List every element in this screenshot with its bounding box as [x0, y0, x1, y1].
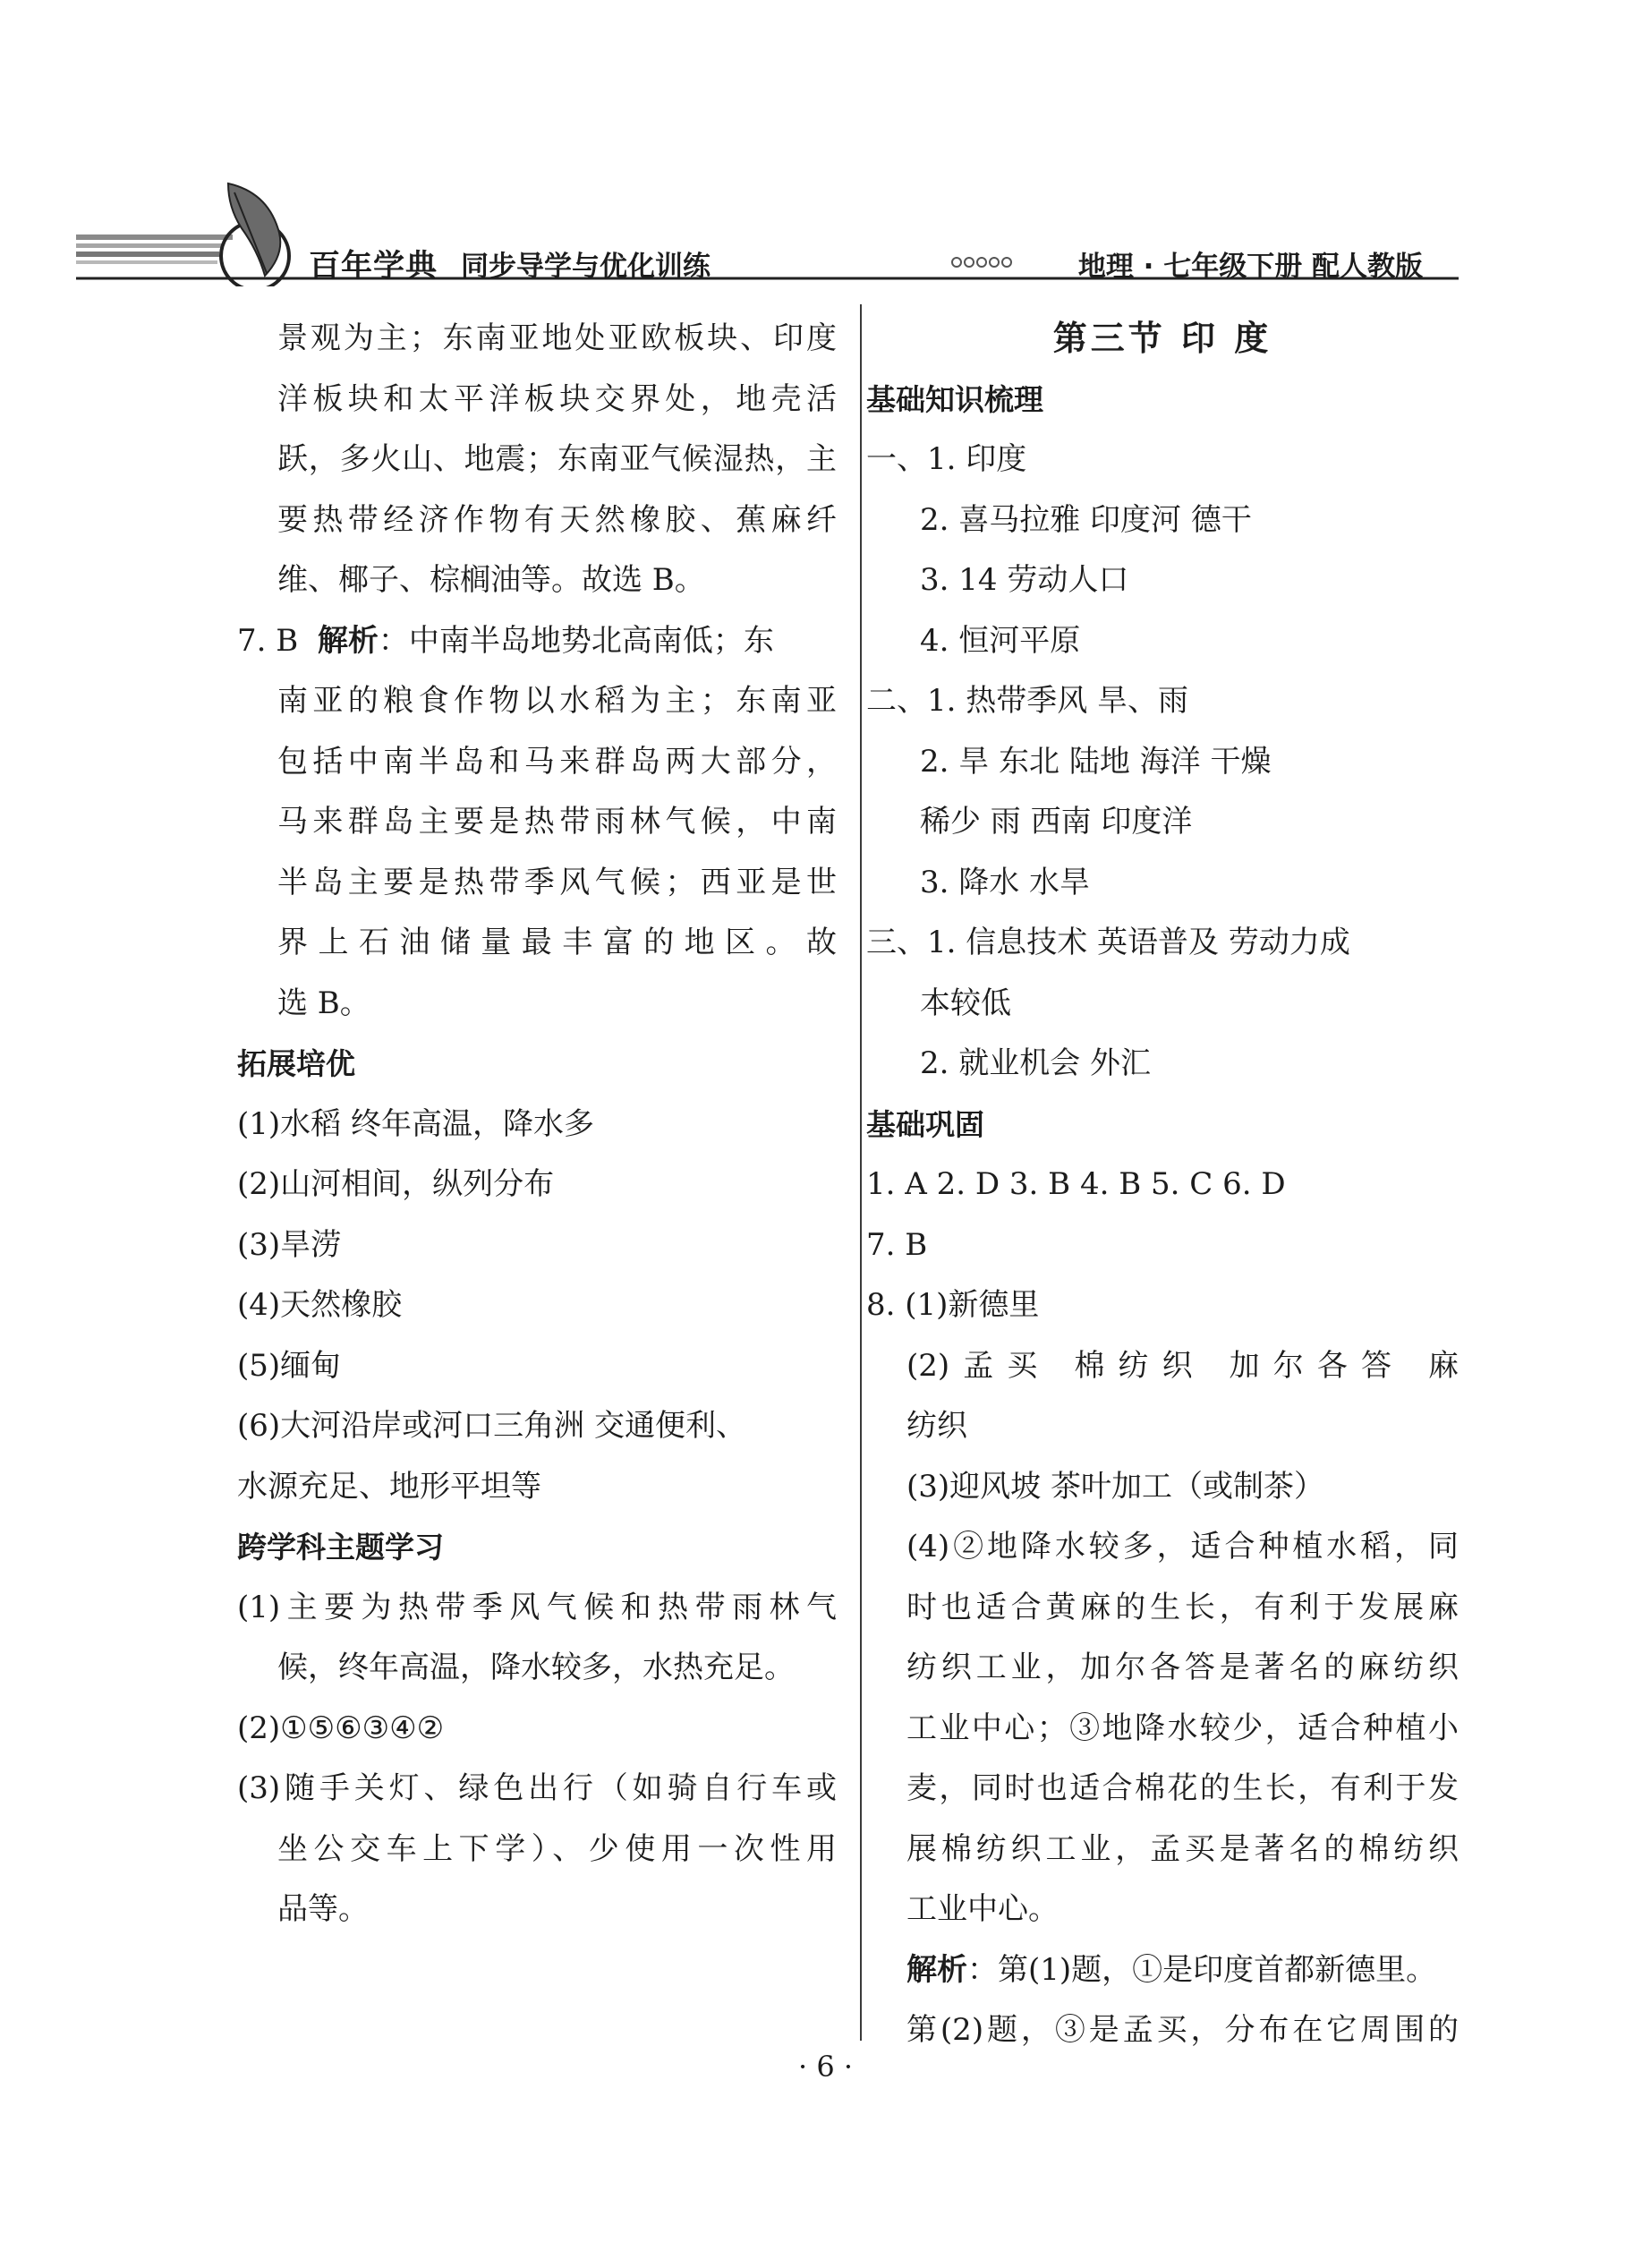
list-item: 7. B — [866, 1226, 928, 1263]
section-heading-extension: 拓展培优 — [237, 1046, 355, 1081]
list-item: (4)②地降水较多，适合种植水稻，同 — [906, 1529, 1459, 1565]
list-item: 3. 降水 水旱 — [920, 864, 1091, 900]
list-item: 三、1. 信息技术 英语普及 劳动力成 — [866, 925, 1350, 960]
text-line: 第(2)题，③是孟买，分布在它周围的 — [906, 2012, 1459, 2048]
list-item: (3)旱涝 — [237, 1226, 342, 1263]
text-line: 要热带经济作物有天然橡胶、蕉麻纤 — [277, 501, 837, 538]
analysis-text: ：中南半岛地势北高南低；东 — [378, 622, 774, 659]
text-line: 包括中南半岛和马来群岛两大部分， — [277, 743, 837, 780]
list-item: 稀少 雨 西南 印度洋 — [920, 804, 1193, 840]
page-number: · 6 · — [797, 2050, 854, 2084]
section-heading-basic: 基础知识梳理 — [866, 381, 1043, 417]
list-item: 2. 旱 东北 陆地 海洋 干燥 — [920, 743, 1272, 780]
list-item: (2)山河相间，纵列分布 — [237, 1166, 555, 1202]
text-line: 洋板块和太平洋板块交界处，地壳活 — [277, 380, 837, 417]
page-header — [0, 0, 1651, 286]
analysis-line — [866, 1940, 1459, 2001]
list-item: 2. 就业机会 外汇 — [920, 1045, 1152, 1081]
list-item: 展棉纺织工业，孟买是著名的棉纺织 — [906, 1830, 1459, 1867]
list-item: 品等。 — [277, 1891, 369, 1927]
answer-number: 7. B — [237, 622, 299, 659]
list-item: (2)①⑤⑥③④② — [237, 1710, 445, 1746]
text-line: 跃，多火山、地震；东南亚气候湿热，主 — [277, 441, 837, 477]
list-item: 纺织 — [906, 1408, 967, 1444]
list-item: (3)随手关灯、绿色出行（如骑自行车或 — [237, 1770, 837, 1806]
list-item: (6)大河沿岸或河口三角洲 交通便利、 — [237, 1408, 746, 1444]
list-item: 本较低 — [920, 985, 1011, 1021]
answer-7-line — [237, 611, 837, 672]
text-line: 马来群岛主要是热带雨林气候，中南 — [277, 804, 837, 840]
right-column — [866, 309, 1459, 2061]
list-item: (1)水稻 终年高温，降水多 — [237, 1105, 594, 1142]
text-line: 半岛主要是热带季风气候；西亚是世 — [277, 864, 837, 900]
text-line: 选 B。 — [277, 985, 370, 1021]
text-line: 景观为主；东南亚地处亚欧板块、印度 — [277, 320, 837, 356]
text-line: 界上石油储量最丰富的地区。故 — [277, 925, 837, 960]
header-book-info: 地理 · 七年级下册 配人教版 — [1077, 251, 1423, 283]
list-item: (4)天然橡胶 — [237, 1287, 403, 1323]
list-item: 麦，同时也适合棉花的生长，有利于发 — [906, 1770, 1459, 1806]
text-line: 南亚的粮食作物以水稻为主；东南亚 — [277, 683, 837, 719]
header-brand: 百年学典 — [309, 249, 438, 285]
list-item: (3)迎风坡 茶叶加工（或制茶） — [906, 1468, 1324, 1505]
column-divider — [860, 304, 862, 2041]
list-item: 工业中心；③地降水较少，适合种植小 — [906, 1710, 1459, 1746]
section-title: 第三节 印 度 — [1052, 319, 1272, 358]
left-column — [237, 309, 837, 1940]
list-item: (1)主要为热带季风气候和热带雨林气 — [237, 1589, 837, 1625]
list-item: 纺织工业，加尔各答是著名的麻纺织 — [906, 1650, 1459, 1685]
list-item: 2. 喜马拉雅 印度河 德干 — [920, 501, 1252, 538]
list-item: 候，终年高温，降水较多，水热充足。 — [277, 1650, 795, 1685]
list-item: (5)缅甸 — [237, 1347, 342, 1384]
header-subtitle: 同步导学与优化训练 — [461, 251, 711, 283]
list-item: 1. A 2. D 3. B 4. B 5. C 6. D — [866, 1166, 1286, 1202]
header-dots — [952, 258, 1011, 267]
list-item: (2)孟买 棉纺织 加尔各答 麻 — [906, 1347, 1459, 1384]
section-heading-cross-subject: 跨学科主题学习 — [237, 1530, 444, 1565]
list-item: 3. 14 劳动人口 — [920, 562, 1129, 598]
list-item: 4. 恒河平原 — [920, 622, 1081, 659]
text-line: 维、椰子、棕榈油等。故选 B。 — [277, 562, 705, 598]
section-heading-consolidation: 基础巩固 — [866, 1106, 984, 1142]
analysis-text: ：第(1)题，①是印度首都新德里。 — [967, 1951, 1437, 1988]
analysis-label: 解析 — [906, 1951, 967, 1988]
list-item: 一、1. 印度 — [866, 441, 1027, 477]
list-item: 坐公交车上下学）、少使用一次性用 — [277, 1830, 837, 1867]
list-item: 工业中心。 — [906, 1891, 1059, 1927]
analysis-label: 解析 — [317, 622, 379, 659]
list-item: 8. (1)新德里 — [866, 1287, 1040, 1323]
list-item: 二、1. 热带季风 旱、雨 — [866, 683, 1189, 719]
list-item: 水源充足、地形平坦等 — [237, 1468, 541, 1505]
list-item: 时也适合黄麻的生长，有利于发展麻 — [906, 1589, 1459, 1625]
